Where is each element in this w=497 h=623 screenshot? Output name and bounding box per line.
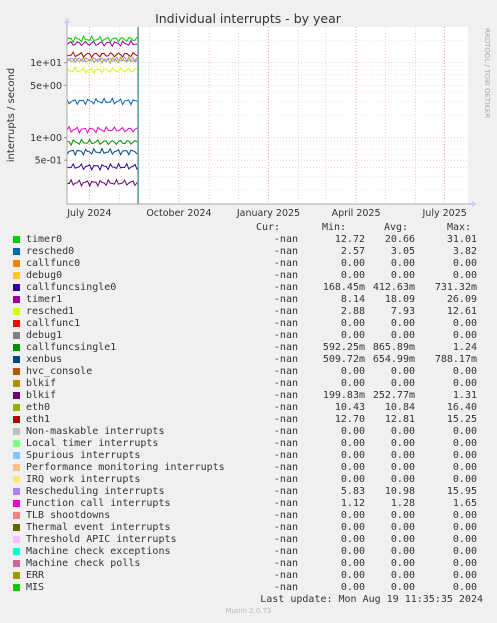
legend-swatch: [13, 320, 20, 327]
legend-avg-value: 0.00: [390, 546, 415, 557]
legend-row: [0, 354, 497, 366]
legend-cur-value: -nan: [273, 342, 298, 353]
legend-row: [0, 522, 497, 534]
legend-max-value: 12.61: [446, 306, 477, 317]
legend-swatch: [13, 404, 20, 411]
legend-min-value: 0.00: [340, 366, 365, 377]
legend-max-value: 0.00: [452, 510, 477, 521]
y-tick-label: 5e-01: [34, 155, 62, 167]
legend-avg-value: 0.00: [390, 570, 415, 581]
legend-swatch: [13, 524, 20, 531]
legend-series-name: Local timer interrupts: [26, 438, 159, 449]
legend-min-value: 0.00: [340, 558, 365, 569]
legend-avg-value: 20.66: [384, 234, 415, 245]
legend-max-value: 26.09: [446, 294, 477, 305]
legend-series-name: Non-maskable interrupts: [26, 426, 165, 437]
y-axis-arrow: [64, 18, 70, 23]
legend-swatch: [13, 344, 20, 351]
legend-min-value: 0.00: [340, 522, 365, 533]
legend-series-name: timer0: [26, 234, 63, 245]
legend-series-name: eth1: [26, 414, 51, 425]
legend-max-value: 31.01: [446, 234, 477, 245]
legend-avg-value: 10.98: [384, 486, 415, 497]
legend-row: [0, 342, 497, 354]
legend-max-value: 0.00: [452, 582, 477, 593]
legend-min-value: 2.57: [340, 246, 365, 257]
legend-cur-value: -nan: [273, 390, 298, 401]
legend-cur-value: -nan: [273, 402, 298, 413]
legend-min-value: 1.12: [340, 498, 365, 509]
legend-swatch: [13, 272, 20, 279]
legend-swatch: [13, 452, 20, 459]
legend-cur-value: -nan: [273, 354, 298, 365]
legend: [0, 234, 497, 594]
legend-avg-value: 0.00: [390, 522, 415, 533]
legend-min-value: 5.83: [340, 486, 365, 497]
legend-series-name: timer1: [26, 294, 63, 305]
legend-max-value: 1.24: [452, 342, 477, 353]
legend-series-name: debug1: [26, 330, 63, 341]
legend-cur-value: -nan: [273, 438, 298, 449]
legend-min-value: 0.00: [340, 450, 365, 461]
legend-row: [0, 234, 497, 246]
legend-avg-value: 0.00: [390, 534, 415, 545]
legend-min-value: 0.00: [340, 534, 365, 545]
legend-max-value: 0.00: [452, 318, 477, 329]
legend-series-name: callfuncsingle1: [26, 342, 117, 353]
legend-swatch: [13, 380, 20, 387]
legend-avg-value: 0.00: [390, 474, 415, 485]
legend-series-name: Rescheduling interrupts: [26, 486, 165, 497]
legend-min-value: 0.00: [340, 582, 365, 593]
legend-row: [0, 582, 497, 594]
legend-avg-value: 1.28: [390, 498, 415, 509]
legend-swatch: [13, 476, 20, 483]
legend-max-value: 16.40: [446, 402, 477, 413]
legend-cur-value: -nan: [273, 450, 298, 461]
legend-min-value: 0.00: [340, 426, 365, 437]
legend-max-value: 0.00: [452, 522, 477, 533]
legend-row: [0, 294, 497, 306]
legend-max-value: 1.65: [452, 498, 477, 509]
legend-cur-value: -nan: [273, 318, 298, 329]
legend-max-value: 0.00: [452, 570, 477, 581]
legend-cur-value: -nan: [273, 234, 298, 245]
legend-min-value: 0.00: [340, 462, 365, 473]
legend-row: [0, 402, 497, 414]
legend-min-value: 0.00: [340, 258, 365, 269]
legend-cur-value: -nan: [273, 462, 298, 473]
legend-min-value: 0.00: [340, 570, 365, 581]
legend-row: [0, 246, 497, 258]
legend-avg-value: 0.00: [390, 462, 415, 473]
legend-header-cur: Cur:: [256, 222, 281, 233]
y-tick-label: 5e+00: [30, 80, 62, 92]
legend-cur-value: -nan: [273, 474, 298, 485]
legend-header-min: Min:: [322, 222, 347, 233]
legend-avg-value: 412.63m: [372, 282, 415, 293]
legend-max-value: 15.95: [446, 486, 477, 497]
legend-avg-value: 0.00: [390, 366, 415, 377]
legend-header: [0, 222, 497, 234]
legend-avg-value: 252.77m: [372, 390, 415, 401]
x-tick-label: July 2025: [422, 208, 467, 219]
legend-row: [0, 534, 497, 546]
legend-swatch: [13, 308, 20, 315]
x-tick-label: July 2024: [67, 208, 112, 219]
legend-cur-value: -nan: [273, 582, 298, 593]
legend-row: [0, 474, 497, 486]
legend-avg-value: 0.00: [390, 510, 415, 521]
legend-row: [0, 486, 497, 498]
legend-row: [0, 462, 497, 474]
legend-series-name: Machine check exceptions: [26, 546, 171, 557]
legend-avg-value: 654.99m: [372, 354, 415, 365]
legend-series-name: Performance monitoring interrupts: [26, 462, 225, 473]
legend-avg-value: 0.00: [390, 378, 415, 389]
legend-cur-value: -nan: [273, 522, 298, 533]
legend-series-name: Thermal event interrupts: [26, 522, 171, 533]
legend-row: [0, 282, 497, 294]
legend-row: [0, 438, 497, 450]
legend-max-value: 0.00: [452, 378, 477, 389]
legend-row: [0, 306, 497, 318]
legend-max-value: 0.00: [452, 330, 477, 341]
legend-series-name: Function call interrupts: [26, 498, 171, 509]
rrdtool-watermark: RRDTOOL / TOBI OETIKER: [483, 28, 491, 119]
legend-series-name: blkif: [26, 390, 57, 401]
legend-cur-value: -nan: [273, 258, 298, 269]
legend-min-value: 0.00: [340, 318, 365, 329]
last-update: Last update: Mon Aug 19 11:35:35 2024: [260, 594, 483, 605]
legend-max-value: 0.00: [452, 558, 477, 569]
x-axis-arrow: [472, 201, 477, 207]
legend-cur-value: -nan: [273, 330, 298, 341]
legend-max-value: 0.00: [452, 474, 477, 485]
legend-max-value: 0.00: [452, 534, 477, 545]
legend-max-value: 1.31: [452, 390, 477, 401]
legend-row: [0, 558, 497, 570]
legend-avg-value: 0.00: [390, 330, 415, 341]
legend-avg-value: 0.00: [390, 318, 415, 329]
legend-swatch: [13, 356, 20, 363]
legend-series-name: hvc_console: [26, 366, 93, 377]
legend-swatch: [13, 440, 20, 447]
legend-min-value: 0.00: [340, 438, 365, 449]
legend-swatch: [13, 236, 20, 243]
legend-series-name: Machine check polls: [26, 558, 141, 569]
y-axis-label: interrupts / second: [6, 67, 17, 163]
chart-title: Individual interrupts - by year: [155, 11, 341, 26]
legend-max-value: 0.00: [452, 258, 477, 269]
legend-cur-value: -nan: [273, 534, 298, 545]
legend-row: [0, 570, 497, 582]
legend-max-value: 3.82: [452, 246, 477, 257]
legend-avg-value: 0.00: [390, 450, 415, 461]
legend-swatch: [13, 572, 20, 579]
legend-row: [0, 498, 497, 510]
legend-cur-value: -nan: [273, 366, 298, 377]
x-tick-label: January 2025: [236, 208, 301, 219]
legend-avg-value: 10.84: [384, 402, 415, 413]
legend-row: [0, 378, 497, 390]
legend-swatch: [13, 392, 20, 399]
legend-cur-value: -nan: [273, 510, 298, 521]
legend-avg-value: 18.09: [384, 294, 415, 305]
legend-min-value: 2.88: [340, 306, 365, 317]
legend-cur-value: -nan: [273, 546, 298, 557]
legend-min-value: 12.72: [334, 234, 365, 245]
legend-min-value: 592.25m: [322, 342, 365, 353]
legend-min-value: 0.00: [340, 330, 365, 341]
legend-swatch: [13, 260, 20, 267]
legend-avg-value: 0.00: [390, 438, 415, 449]
legend-avg-value: 0.00: [390, 426, 415, 437]
legend-cur-value: -nan: [273, 294, 298, 305]
legend-min-value: 0.00: [340, 474, 365, 485]
legend-avg-value: 0.00: [390, 270, 415, 281]
legend-min-value: 0.00: [340, 378, 365, 389]
legend-cur-value: -nan: [273, 282, 298, 293]
legend-series-name: resched1: [26, 306, 75, 317]
legend-cur-value: -nan: [273, 378, 298, 389]
legend-series-name: eth0: [26, 402, 51, 413]
legend-swatch: [13, 548, 20, 555]
legend-cur-value: -nan: [273, 414, 298, 425]
legend-swatch: [13, 488, 20, 495]
legend-swatch: [13, 332, 20, 339]
legend-min-value: 509.72m: [322, 354, 365, 365]
legend-series-name: resched0: [26, 246, 75, 257]
legend-series-name: callfunc1: [26, 318, 81, 329]
legend-min-value: 12.70: [334, 414, 365, 425]
legend-cur-value: -nan: [273, 570, 298, 581]
legend-swatch: [13, 536, 20, 543]
legend-min-value: 0.00: [340, 546, 365, 557]
legend-swatch: [13, 248, 20, 255]
legend-series-name: MIS: [26, 582, 45, 593]
legend-avg-value: 3.05: [390, 246, 415, 257]
legend-cur-value: -nan: [273, 246, 298, 257]
legend-max-value: 0.00: [452, 438, 477, 449]
legend-max-value: 0.00: [452, 366, 477, 377]
legend-series-name: TLB shootdowns: [26, 510, 111, 521]
legend-min-value: 168.45m: [322, 282, 365, 293]
legend-max-value: 15.25: [446, 414, 477, 425]
legend-series-name: Threshold APIC interrupts: [26, 534, 177, 545]
legend-row: [0, 366, 497, 378]
legend-row: [0, 390, 497, 402]
legend-min-value: 0.00: [340, 510, 365, 521]
legend-header-max: Max:: [447, 222, 472, 233]
legend-row: [0, 546, 497, 558]
legend-cur-value: -nan: [273, 426, 298, 437]
legend-swatch: [13, 368, 20, 375]
legend-swatch: [13, 416, 20, 423]
legend-row: [0, 330, 497, 342]
munin-version: Munin 2.0.73: [225, 607, 272, 615]
legend-cur-value: -nan: [273, 270, 298, 281]
legend-series-name: ERR: [26, 570, 45, 581]
legend-swatch: [13, 284, 20, 291]
legend-row: [0, 426, 497, 438]
legend-avg-value: 0.00: [390, 582, 415, 593]
legend-row: [0, 414, 497, 426]
legend-cur-value: -nan: [273, 306, 298, 317]
legend-min-value: 8.14: [340, 294, 365, 305]
legend-row: [0, 510, 497, 522]
legend-cur-value: -nan: [273, 486, 298, 497]
legend-min-value: 199.83m: [322, 390, 365, 401]
legend-swatch: [13, 428, 20, 435]
legend-avg-value: 0.00: [390, 558, 415, 569]
legend-row: [0, 258, 497, 270]
legend-max-value: 0.00: [452, 462, 477, 473]
legend-swatch: [13, 584, 20, 591]
legend-series-name: xenbus: [26, 354, 63, 365]
legend-max-value: 788.17m: [434, 354, 477, 365]
legend-row: [0, 270, 497, 282]
chart: [0, 0, 497, 222]
legend-max-value: 0.00: [452, 270, 477, 281]
x-tick-label: October 2024: [146, 208, 212, 219]
legend-series-name: IRQ work interrupts: [26, 474, 141, 485]
legend-min-value: 10.43: [334, 402, 365, 413]
legend-max-value: 731.32m: [434, 282, 477, 293]
legend-avg-value: 7.93: [390, 306, 415, 317]
legend-max-value: 0.00: [452, 546, 477, 557]
legend-max-value: 0.00: [452, 450, 477, 461]
legend-row: [0, 450, 497, 462]
legend-min-value: 0.00: [340, 270, 365, 281]
legend-cur-value: -nan: [273, 558, 298, 569]
legend-avg-value: 865.89m: [372, 342, 415, 353]
legend-series-name: Spurious interrupts: [26, 450, 141, 461]
legend-max-value: 0.00: [452, 426, 477, 437]
legend-series-name: blkif: [26, 378, 57, 389]
legend-series-name: callfunc0: [26, 258, 81, 269]
legend-swatch: [13, 512, 20, 519]
legend-avg-value: 12.81: [384, 414, 415, 425]
legend-header-avg: Avg:: [384, 222, 409, 233]
legend-cur-value: -nan: [273, 498, 298, 509]
legend-swatch: [13, 560, 20, 567]
y-tick-label: 1e+01: [30, 58, 62, 70]
x-tick-label: April 2025: [331, 208, 381, 219]
legend-series-name: debug0: [26, 270, 63, 281]
legend-row: [0, 318, 497, 330]
legend-series-name: callfuncsingle0: [26, 282, 117, 293]
legend-swatch: [13, 464, 20, 471]
y-tick-label: 1e+00: [30, 133, 62, 145]
legend-swatch: [13, 500, 20, 507]
legend-swatch: [13, 296, 20, 303]
legend-avg-value: 0.00: [390, 258, 415, 269]
